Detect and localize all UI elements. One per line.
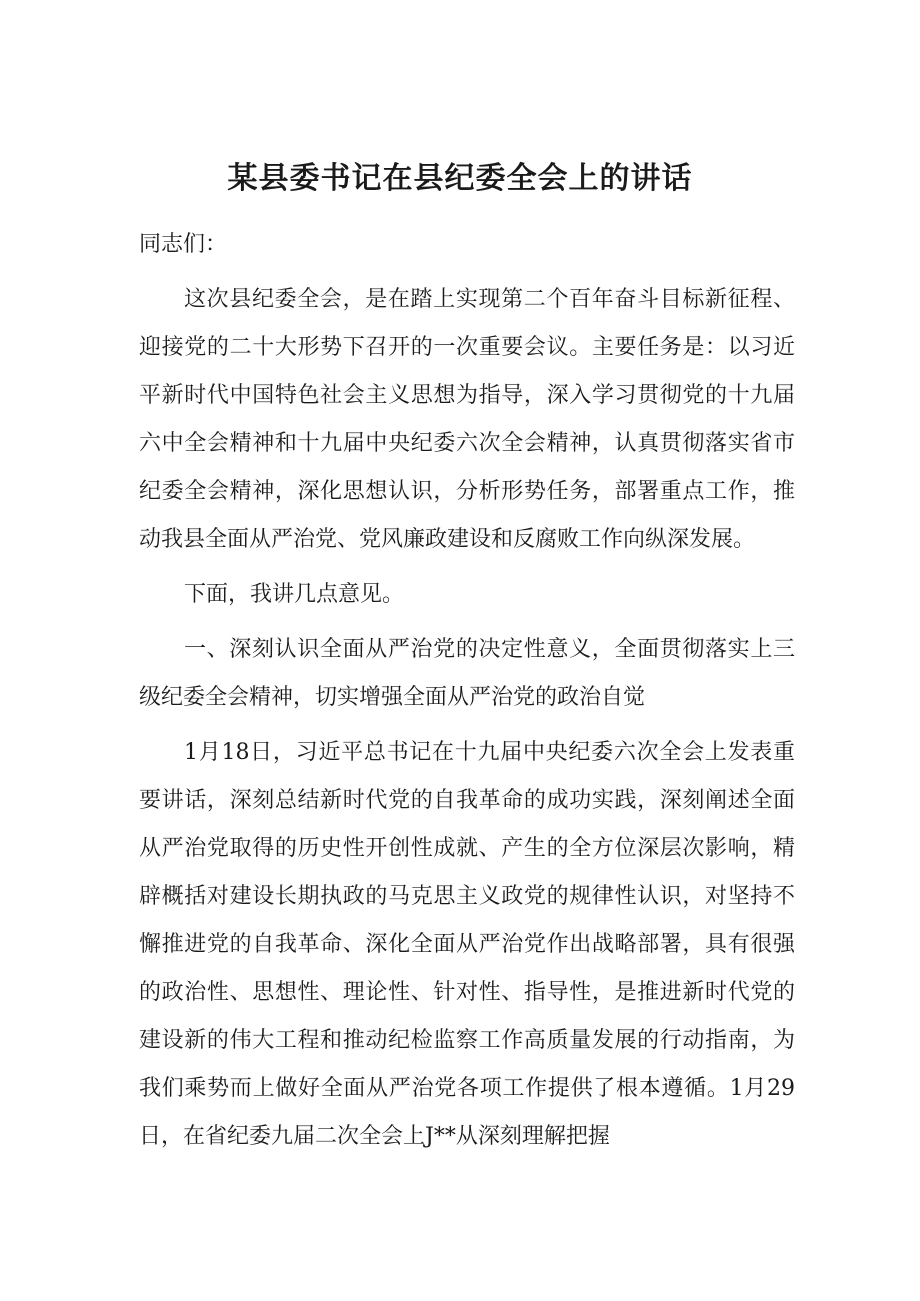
document-title: 某县委书记在县纪委全会上的讲话 (227, 161, 693, 196)
paragraph-body: 1月18日，习近平总书记在十九届中央纪委六次全会上发表重要讲话，深刻总结新时代党的自我革命的成功实践，深刻阐述全面从严治党取得的历史性开创性成就、产生的全方位深层次影响，精辟概括对建设长期执政的马克思主义政党的规律性认识，对坚持不懈推进党的自我革命、深化全面从严治党作出战略部署，具有很强的政治性、思想性、理论性、针对性、指导性，是推进新时代党的建设新的伟大工程和推动纪检监察工作高质量发展的行动指南，为我们乘势而上做好全面从严治党各项工作提供了根本遵循。1月29日，在省纪委九届二次全会上J**从深刻理解把握 (139, 740, 795, 1149)
section-heading-1: 一、深刻认识全面从严治党的决定性意义，全面贯彻落实上三级纪委全会精神，切实增强全面从严治党的政治自觉 (139, 637, 795, 710)
document-body (139, 221, 795, 1168)
greeting: 同志们： (139, 232, 228, 257)
paragraph-intro: 这次县纪委全会，是在踏上实现第二个百年奋斗目标新征程、迎接党的二十大形势下召开的一次重要会议。主要任务是：以习近平新时代中国特色社会主义思想为指导，深入学习贯彻党的十九届六中全会精神和十九届中央纪委六次全会精神，认真贯彻落实省市纪委全会精神，深化思想认识，分析形势任务，部署重点工作，推动我县全面从严治党、党风廉政建设和反腐败工作向纵深发展。 (139, 287, 795, 552)
paragraph-transition: 下面，我讲几点意见。 (184, 582, 405, 607)
